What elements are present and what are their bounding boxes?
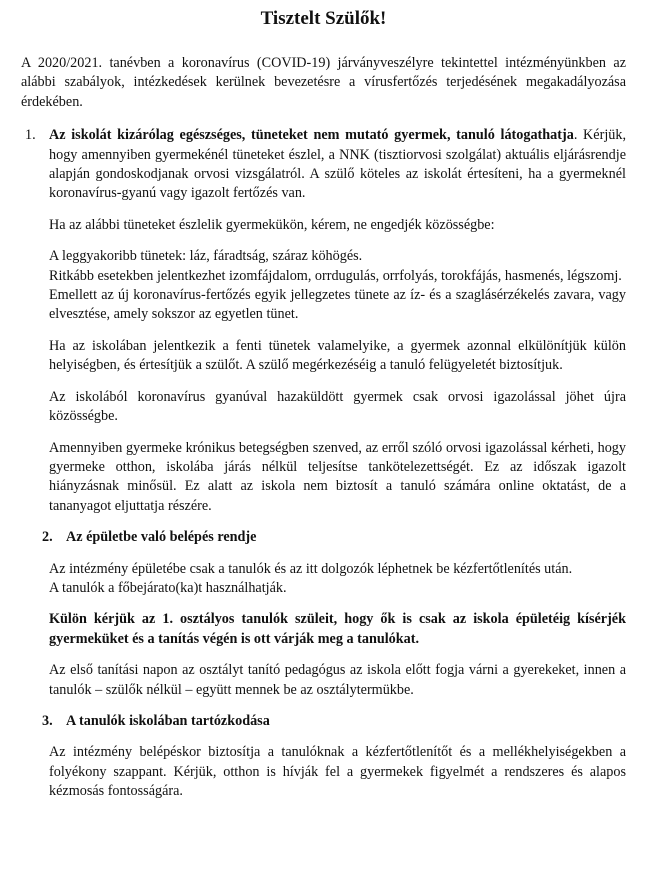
section-1-heading: Az iskolát kizárólag egészséges, tüneteket nem mutató gyermek, tanuló látogathatja: [49, 127, 574, 144]
section-3-number: 3.: [42, 712, 53, 729]
section-3-paragraph-1: Az intézmény belépéskor biztosítja a tanulóknak a kézfertőtlenítőt és a mellékhelyiségekben a folyékony szappant. Kérjük, otthon is hívják fel a gyermekek figyelmét a rendszeres és alapos kézmosás fontosságára.: [49, 744, 626, 800]
symptoms-rare: Ritkább esetekben jelentkezhet izomfájdalom, orrdugulás, orrfolyás, torokfájás, hasmenés, légszomj.: [49, 267, 622, 284]
section-2-paragraph-2: A tanulók a főbejárato(ka)t használhatják.: [49, 579, 287, 596]
section-1-paragraph-1: Kérjük, hogy amennyiben gyermekénél tüneteket észlel, a NNK (tisztiorvosi szolgálat) aktuális eljárásrendje alapján gondoskodjanak orvosi vizsgálatról. A szülő köteles az iskolát értesíteni, ha a gyermeknél koronavírus-gyanú vagy igazolt fertőzés van.: [49, 127, 626, 202]
section-1-paragraph-2: Ha az alábbi tüneteket észlelik gyermekükön, kérem, ne engedjék közösségbe:: [49, 216, 495, 233]
section-1-paragraph-5: Amennyiben gyermeke krónikus betegségben szenved, az erről szóló orvosi igazolással kérheti, hogy gyermeke otthon, iskolába járás nélkül teljesítse tankötelezettségét. Ez az időszak igazolt hiányzásnak minősül. Ez alatt az iskola nem biztosít a tanuló számára online oktatást, de a tananyagot eljuttatja részére.: [49, 439, 626, 514]
section-2-heading-row: [42, 528, 626, 547]
section-3-heading: A tanulók iskolában tartózkodása: [66, 712, 270, 729]
section-2-paragraph-4: Az első tanítási napon az osztályt tanító pedagógus az iskola előtt fogja várni a gyerekeket, innen a tanulók – szülők nélkül – együtt mennek be az osztálytermükbe.: [49, 662, 626, 698]
intro-paragraph: A 2020/2021. tanévben a koronavírus (COVID-19) járványveszélyre tekintettel intézményünkben az alábbi szabályok, intézkedések kerülnek bevezetésre a vírusfertőzés terjedésének megakadályozása érdekében.: [21, 55, 626, 110]
section-1-body: [49, 126, 626, 204]
section-2-number: 2.: [42, 529, 53, 546]
section-2-paragraph-3: Külön kérjük az 1. osztályos tanulók szüleit, hogy ők is csak az iskola épületéig kísérjék gyermeküket és a tanítás végén is ott várják meg a tanulókat.: [49, 611, 626, 647]
section-2-paragraph-1: Az intézmény épületébe csak a tanulók és az itt dolgozók léphetnek be kézfertőtlenítés után.: [49, 560, 573, 577]
section-2-heading: Az épületbe való belépés rendje: [66, 529, 257, 546]
section-1-paragraph-3: Ha az iskolában jelentkezik a fenti tünetek valamelyike, a gyermek azonnal elkülönítjük külön helyiségben, és értesítjük a szülőt. A szülő megérkezéséig a tanuló felügyeletét biztosítjuk.: [49, 337, 626, 374]
section-1: [25, 126, 626, 204]
section-1-heading-end: .: [573, 127, 578, 144]
section-1-number: 1.: [25, 127, 36, 144]
section-1-paragraph-4: Az iskolából koronavírus gyanúval hazaküldött gyermek csak orvosi igazolással jöhet újra közösségbe.: [49, 388, 626, 425]
section-3-heading-row: [42, 712, 626, 731]
symptoms-new: Emellett az új koronavírus-fertőzés egyik jellegzetes tünete az íz- és a szaglásérzékelés zavara, vagy elvesztése, amely sokszor az egyetlen tünet.: [49, 287, 626, 323]
symptoms-common: A leggyakoribb tünetek: láz, fáradtság, száraz köhögés.: [49, 248, 363, 265]
document-title: Tisztelt Szülők!: [260, 8, 387, 29]
section-1-lead: [49, 126, 626, 204]
